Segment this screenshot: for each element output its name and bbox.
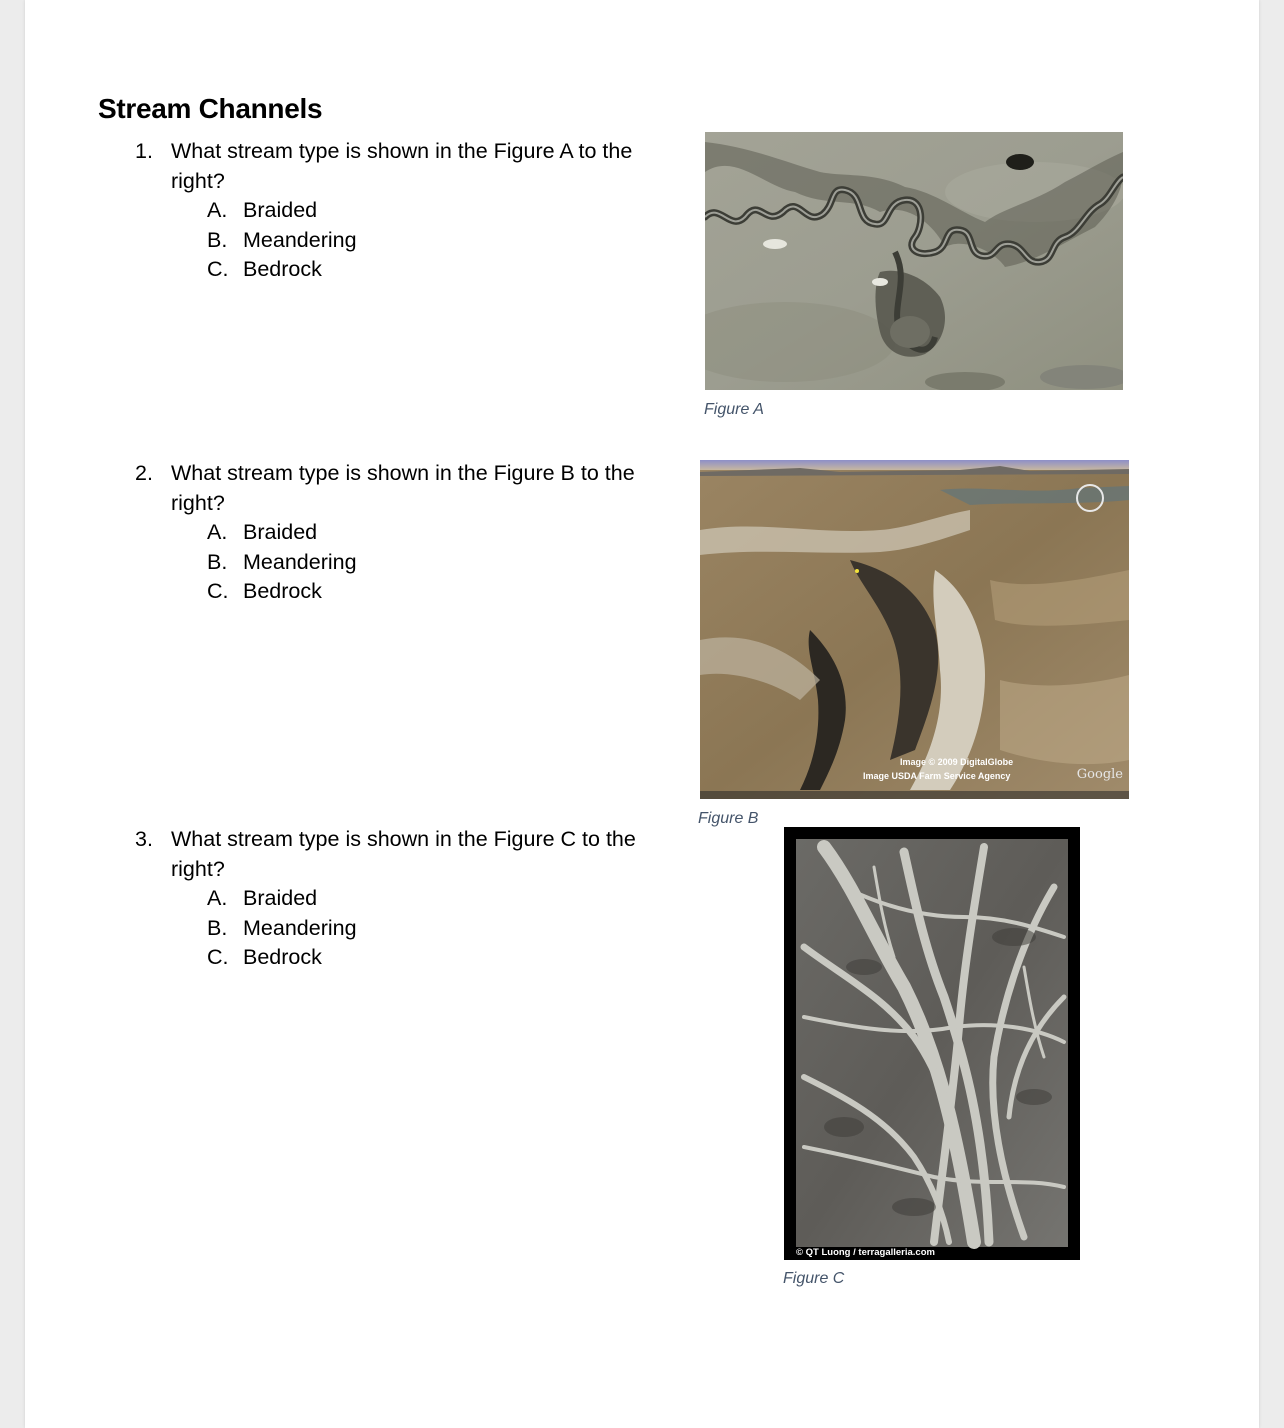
- option-letter: C.: [207, 945, 229, 969]
- figure-b-caption: Figure B: [698, 810, 759, 827]
- figure-b-image: [700, 460, 1129, 799]
- option-letter: B.: [207, 227, 228, 252]
- question-number: 3.: [135, 827, 153, 851]
- option-letter: A.: [207, 520, 228, 544]
- option-letter: A.: [207, 886, 228, 910]
- option-letter: C.: [207, 579, 229, 603]
- bedrock-canyon-photo: [700, 460, 1129, 799]
- question-number: 2.: [135, 461, 153, 485]
- option-label: Braided: [243, 886, 318, 910]
- figure-c-caption: Figure C: [783, 1270, 845, 1287]
- image-credit: © QT Luong / terragalleria.com: [796, 1247, 935, 1258]
- option-letter: C.: [207, 257, 229, 281]
- figure-a-image: [705, 132, 1123, 390]
- status-bar: [700, 791, 1129, 799]
- option-label: Meandering: [243, 549, 357, 574]
- option-label: Braided: [243, 198, 318, 222]
- question-text: What stream type is shown in the Figure A to the right?: [171, 139, 633, 193]
- option-letter: A.: [207, 198, 228, 222]
- google-logo: Google: [1076, 767, 1123, 782]
- option-label: Bedrock: [243, 945, 322, 969]
- question-text: What stream type is shown in the Figure B to the right?: [171, 461, 635, 515]
- option-label: Bedrock: [243, 257, 322, 281]
- figure-c-image: [784, 827, 1080, 1260]
- option-label: Braided: [243, 520, 318, 544]
- braided-river-photo: [784, 827, 1080, 1260]
- figure-a-caption: Figure A: [704, 401, 764, 418]
- option-label: Meandering: [243, 915, 357, 940]
- question-text: What stream type is shown in the Figure C to the right?: [171, 827, 636, 881]
- image-credit: Image USDA Farm Service Agency: [863, 771, 1011, 781]
- option-label: Bedrock: [243, 579, 322, 603]
- option-letter: B.: [207, 549, 228, 574]
- question-number: 1.: [135, 139, 153, 163]
- page-title: Stream Channels: [98, 93, 323, 124]
- option-letter: B.: [207, 915, 228, 940]
- meandering-river-photo: [705, 132, 1123, 390]
- image-credit: Image © 2009 DigitalGlobe: [900, 757, 1014, 767]
- option-label: Meandering: [243, 227, 357, 252]
